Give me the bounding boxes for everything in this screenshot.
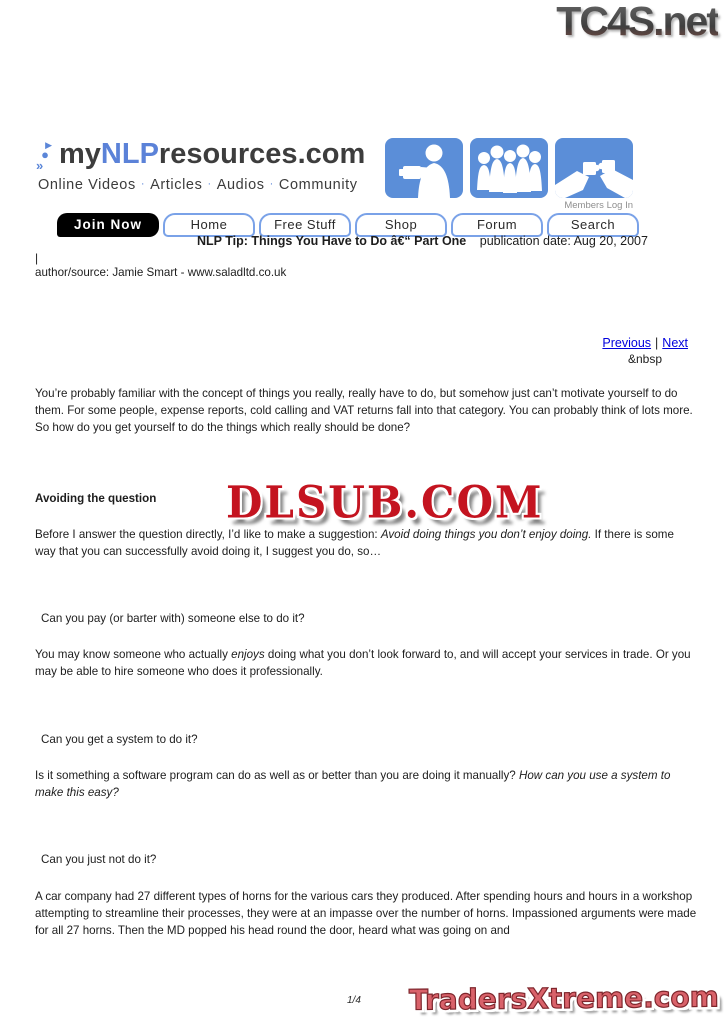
suggestion-post: If there is some way that you can successfully avoid doing it, I suggest you do, so… [35,528,674,558]
tagline-dot-icon: · [207,178,212,190]
tradersxtreme-watermark: TradersXtreme.com [409,980,720,1017]
tab-free-stuff[interactable]: Free Stuff [259,213,351,237]
tab-shop[interactable]: Shop [355,213,447,237]
tagline [38,177,358,193]
tab-search[interactable]: Search [547,213,639,237]
suggestion-italic: Avoid doing things you don’t enjoy doing. [380,528,592,541]
suggestion-pre: Before I answer the question directly, I’d like to make a suggestion: [35,528,381,541]
tagline-dot-icon: · [269,178,274,190]
pipe-character: | [35,251,39,265]
answer-italic: enjoys [231,648,265,661]
tagline-item: Online Videos [38,177,136,193]
tagline-item: Community [278,177,358,193]
nbsp-text: &nbsp [627,352,662,366]
article-title: NLP Tip: Things You Have to Do â€“ Part One [197,234,467,248]
dlsub-watermark: DLSUB.COM [226,477,544,528]
puzzle-hands-icon [555,138,633,198]
tagline-dot-icon: · [140,178,146,190]
logo-rest: resources.com [158,138,366,170]
publication-date: publication date: Aug 20, 2007 [479,234,648,248]
answer-get-system [35,767,693,801]
logo-text [59,138,365,170]
answer-pre: You may know someone who actually [35,648,232,661]
tab-forum[interactable]: Forum [451,213,543,237]
pagination-separator: | [655,336,659,350]
members-login-link[interactable]: Members Log In [564,200,633,211]
intro-paragraph: You’re probably familiar with the concept of things you really, really have to do, but somehow just can’t motivate yourself to do them. For some people, expense reports, cold calling and VAT returns fall into that category. You can probably think of lots more. So how do you get yourself to do the things which really should be done? [35,387,693,434]
next-link[interactable]: Next [662,336,688,350]
previous-link[interactable]: Previous [602,336,652,350]
logo-my: my [59,138,101,170]
page-number: 1/4 [347,995,361,1006]
answer-pre: Is it something a software program can do as well as or better than you are doing it manually? [35,769,519,782]
pagination [602,336,688,366]
logo-nlp: NLP [100,138,159,170]
join-now-button[interactable]: Join Now [57,213,159,237]
logo-media-icon [35,141,55,171]
question-get-system: Can you get a system to do it? [41,733,198,746]
question-pay-someone: Can you pay (or barter with) someone else to do it? [41,612,305,625]
article-title-line [197,234,648,248]
answer-not-do-it: A car company had 27 different types of horns for the various cars they produced. After spending hours and hours in a workshop attempting to streamline their processes, they were at an impasse over the number of horns. Impassioned arguments were made for all 27 horns. Then the MD popped his head round the door, heard what was going on and [35,890,697,937]
section-heading: Avoiding the question [35,492,157,505]
fast-forward-icon: » [36,158,44,173]
suggestion-paragraph [35,526,693,560]
answer-pay-someone [35,646,693,680]
video-tile[interactable] [385,138,463,198]
play-icon: ▶ [45,140,52,150]
answer-italic: How can you use a system to make this easy? [35,769,671,799]
tab-home[interactable]: Home [163,213,255,237]
question-not-do-it: Can you just not do it? [41,853,157,866]
people-group-icon [470,138,548,198]
answer-post: doing what you don’t look forward to, and will accept your services in trade. Or you may be able to hire someone who does it professionally. [35,648,691,678]
author-line: author/source: Jamie Smart - www.saladltd.co.uk [35,266,287,279]
header-image-tiles [385,138,633,198]
community-tile[interactable] [470,138,548,198]
site-logo[interactable] [35,138,365,171]
tagline-item: Articles [150,177,203,193]
dot-icon: ● [41,147,49,162]
pagination-links [602,336,688,350]
tagline-item: Audios [216,177,265,193]
camera-person-icon [385,138,463,198]
tc4s-watermark: TC4S.net [556,0,718,44]
puzzle-tile[interactable] [555,138,633,198]
